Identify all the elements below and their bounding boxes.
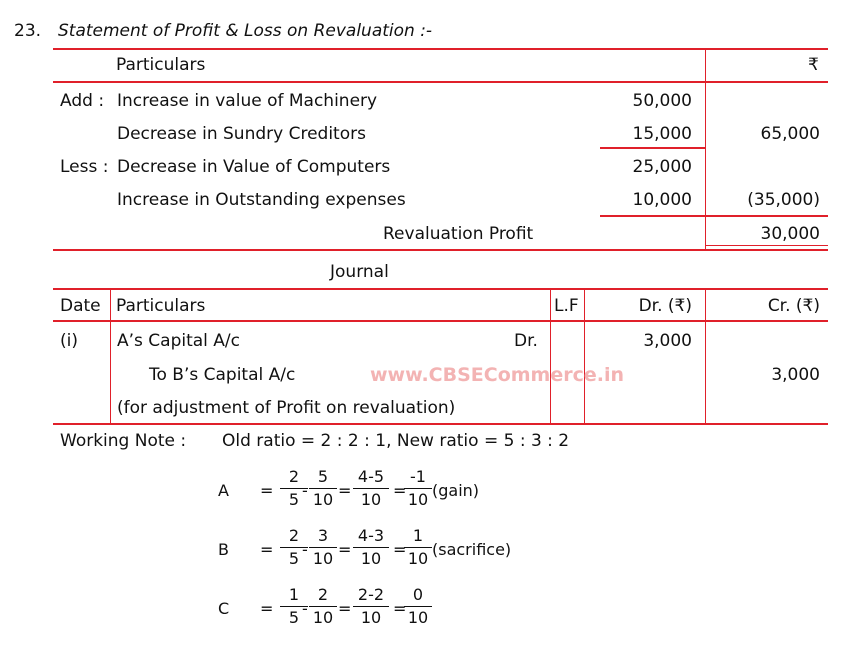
journal-bottom-rule	[53, 423, 828, 425]
journal-header-dr: Dr. (₹)	[638, 296, 692, 316]
operator: -	[302, 481, 308, 500]
equals-sign: =	[260, 599, 274, 618]
row-inner-amount: 10,000	[632, 190, 692, 210]
fraction: 2-2 10	[348, 584, 394, 629]
equals-sign: =	[338, 481, 352, 500]
equals-sign: =	[393, 481, 407, 500]
row-inner-amount: 15,000	[632, 124, 692, 144]
operator: -	[302, 599, 308, 618]
journal-divider-lf-right	[584, 288, 585, 424]
equals-sign: =	[260, 540, 274, 559]
row-outer-amount: (35,000)	[747, 190, 820, 210]
add-label: Add :	[60, 91, 105, 111]
statement-bottom-rule	[53, 249, 828, 251]
credit-amount: 3,000	[771, 365, 820, 385]
statement-top-rule	[53, 48, 828, 50]
credit-account: To B’s Capital A/c	[149, 365, 296, 385]
journal-divider-date	[110, 288, 111, 424]
partner-note: (sacrifice)	[432, 540, 512, 559]
equals-sign: =	[393, 540, 407, 559]
partner-name: A	[218, 481, 229, 500]
equals-sign: =	[260, 481, 274, 500]
statement-title: Statement of Profit & Loss on Revaluation :-	[58, 21, 433, 41]
journal-header-cr: Cr. (₹)	[767, 296, 820, 316]
row-particulars: Decrease in Sundry Creditors	[117, 124, 366, 144]
working-note-ratios: Old ratio = 2 : 2 : 1, New ratio = 5 : 3 : 2	[222, 431, 570, 451]
statement-column-divider	[705, 48, 706, 250]
less-label: Less :	[60, 157, 109, 177]
subtotal-rule-2	[600, 215, 705, 217]
equals-sign: =	[338, 599, 352, 618]
statement-header-currency: ₹	[808, 55, 819, 75]
row-particulars: Increase in Outstanding expenses	[117, 190, 406, 210]
row-outer-amount: 65,000	[760, 124, 820, 144]
equals-sign: =	[338, 540, 352, 559]
debit-amount: 3,000	[643, 331, 692, 351]
fraction: 4-3 10	[348, 525, 394, 570]
fraction: 2 5	[275, 525, 313, 570]
row-particulars: Increase in value of Machinery	[117, 91, 378, 111]
fraction: 2 10	[304, 584, 342, 629]
fraction: 3 10	[304, 525, 342, 570]
statement-header-particulars: Particulars	[116, 55, 206, 75]
journal-header-date: Date	[60, 296, 101, 316]
total-rule-top	[705, 245, 828, 246]
fraction: 4-5 10	[348, 466, 394, 511]
journal-header-particulars: Particulars	[116, 296, 206, 316]
narration: (for adjustment of Profit on revaluation)	[117, 398, 456, 418]
revaluation-profit-value: 30,000	[760, 224, 820, 244]
row-inner-amount: 25,000	[632, 157, 692, 177]
row-inner-amount: 50,000	[632, 91, 692, 111]
partner-note: (gain)	[432, 481, 480, 500]
partner-name: B	[218, 540, 229, 559]
operator: -	[302, 540, 308, 559]
fraction: 0 10	[399, 584, 437, 629]
working-note-label: Working Note :	[60, 431, 187, 451]
journal-top-rule	[53, 288, 828, 290]
fraction: 2 5	[275, 466, 313, 511]
partner-name: C	[218, 599, 230, 618]
journal-divider-lf-left	[550, 288, 551, 424]
fraction: -1 10	[399, 466, 437, 511]
journal-header-rule	[53, 320, 828, 322]
question-number: 23.	[14, 21, 42, 41]
dr-marker: Dr.	[514, 331, 538, 351]
subtotal-rule-3	[705, 215, 828, 217]
subtotal-rule-1	[600, 147, 705, 149]
watermark: www.CBSECommerce.in	[370, 364, 625, 386]
fraction: 1 5	[275, 584, 313, 629]
journal-entry-date: (i)	[60, 331, 78, 351]
journal-header-lf: L.F	[554, 296, 579, 316]
debit-account: A’s Capital A/c	[117, 331, 241, 351]
fraction: 5 10	[304, 466, 342, 511]
revaluation-profit-label: Revaluation Profit	[383, 224, 534, 244]
equals-sign: =	[393, 599, 407, 618]
row-particulars: Decrease in Value of Computers	[117, 157, 391, 177]
journal-title: Journal	[330, 262, 389, 282]
statement-header-rule	[53, 81, 828, 83]
fraction: 1 10	[399, 525, 437, 570]
